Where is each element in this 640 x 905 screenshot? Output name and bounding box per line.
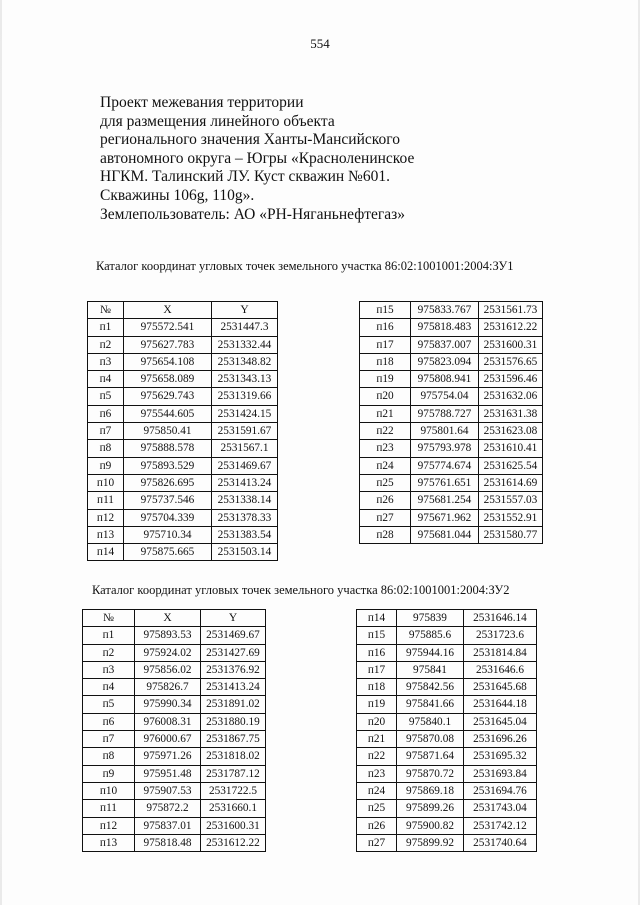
catalog2-caption: Каталог координат угловых точек земельного участка 86:02:1001001:2004:ЗУ2 <box>92 583 510 597</box>
point-id-cell: п9 <box>83 765 135 782</box>
y-coordinate-cell: 2531600.31 <box>479 336 543 353</box>
y-coordinate-cell: 2531413.24 <box>201 679 266 696</box>
y-coordinate-cell: 2531722.5 <box>201 782 266 799</box>
table-row <box>88 405 278 422</box>
table-row <box>357 731 537 748</box>
table-row <box>83 748 266 765</box>
point-id-cell: п16 <box>360 319 411 336</box>
column-header: № <box>83 610 135 627</box>
catalog1-caption: Каталог координат угловых точек земельного участка 86:02:1001001:2004:ЗУ1 <box>96 259 514 273</box>
point-id-cell: п1 <box>88 319 124 336</box>
point-id-cell: п24 <box>357 782 397 799</box>
table-row <box>360 336 543 353</box>
y-coordinate-cell: 2531614.69 <box>479 474 543 491</box>
point-id-cell: п10 <box>83 782 135 799</box>
y-coordinate-cell: 2531660.1 <box>201 800 266 817</box>
table-row <box>360 492 543 509</box>
y-coordinate-cell: 2531319.66 <box>212 388 278 405</box>
point-id-cell: п20 <box>357 713 397 730</box>
scan-edge-left <box>0 0 2 905</box>
point-id-cell: п12 <box>83 817 135 834</box>
point-id-cell: п12 <box>88 509 124 526</box>
table-row <box>357 834 537 851</box>
table-row <box>88 423 278 440</box>
y-coordinate-cell: 2531693.84 <box>464 765 537 782</box>
x-coordinate-cell: 975793.978 <box>411 440 479 457</box>
table-row <box>88 492 278 509</box>
point-id-cell: п16 <box>357 644 397 661</box>
x-coordinate-cell: 975788.727 <box>411 405 479 422</box>
table-row <box>88 336 278 353</box>
y-coordinate-cell: 2531740.64 <box>464 834 537 851</box>
point-id-cell: п21 <box>360 405 411 422</box>
point-id-cell: п8 <box>83 748 135 765</box>
x-coordinate-cell: 975818.483 <box>411 319 479 336</box>
x-coordinate-cell: 975885.6 <box>397 627 464 644</box>
y-coordinate-cell: 2531723.6 <box>464 627 537 644</box>
x-coordinate-cell: 975907.53 <box>135 782 201 799</box>
point-id-cell: п25 <box>357 800 397 817</box>
point-id-cell: п2 <box>88 336 124 353</box>
table-row <box>83 731 266 748</box>
y-coordinate-cell: 2531561.73 <box>479 302 543 319</box>
table-row <box>88 526 278 543</box>
x-coordinate-cell: 975841 <box>397 661 464 678</box>
x-coordinate-cell: 975893.529 <box>124 457 212 474</box>
y-coordinate-cell: 2531447.3 <box>212 319 278 336</box>
x-coordinate-cell: 976000.67 <box>135 731 201 748</box>
x-coordinate-cell: 975870.08 <box>397 731 464 748</box>
title-line: для размещения линейного объекта <box>100 112 335 130</box>
y-coordinate-cell: 2531625.54 <box>479 457 543 474</box>
point-id-cell: п27 <box>357 834 397 851</box>
x-coordinate-cell: 975871.64 <box>397 748 464 765</box>
x-coordinate-cell: 975899.26 <box>397 800 464 817</box>
point-id-cell: п11 <box>88 492 124 509</box>
x-coordinate-cell: 975826.695 <box>124 474 212 491</box>
point-id-cell: п17 <box>360 336 411 353</box>
point-id-cell: п17 <box>357 661 397 678</box>
table-row <box>88 544 278 561</box>
y-coordinate-cell: 2531880.19 <box>201 713 266 730</box>
x-coordinate-cell: 975754.04 <box>411 388 479 405</box>
y-coordinate-cell: 2531646.6 <box>464 661 537 678</box>
y-coordinate-cell: 2531867.75 <box>201 731 266 748</box>
table-row <box>357 696 537 713</box>
y-coordinate-cell: 2531469.67 <box>201 627 266 644</box>
table-row <box>357 782 537 799</box>
point-id-cell: п7 <box>88 423 124 440</box>
y-coordinate-cell: 2531413.24 <box>212 474 278 491</box>
x-coordinate-cell: 975681.254 <box>411 492 479 509</box>
x-coordinate-cell: 975710.34 <box>124 526 212 543</box>
table-row <box>357 610 537 627</box>
point-id-cell: п3 <box>88 353 124 370</box>
table-row <box>83 696 266 713</box>
table-row <box>83 765 266 782</box>
x-coordinate-cell: 975774.674 <box>411 457 479 474</box>
y-coordinate-cell: 2531632.06 <box>479 388 543 405</box>
table-row <box>88 388 278 405</box>
table-row <box>357 713 537 730</box>
y-coordinate-cell: 2531378.33 <box>212 509 278 526</box>
y-coordinate-cell: 2531610.41 <box>479 440 543 457</box>
point-id-cell: п10 <box>88 474 124 491</box>
x-coordinate-cell: 976008.31 <box>135 713 201 730</box>
point-id-cell: п18 <box>360 353 411 370</box>
x-coordinate-cell: 975971.26 <box>135 748 201 765</box>
y-coordinate-cell: 2531332.44 <box>212 336 278 353</box>
y-coordinate-cell: 2531814.84 <box>464 644 537 661</box>
y-coordinate-cell: 2531631.38 <box>479 405 543 422</box>
point-id-cell: п14 <box>357 610 397 627</box>
y-coordinate-cell: 2531695.32 <box>464 748 537 765</box>
column-header: X <box>135 610 201 627</box>
y-coordinate-cell: 2531427.69 <box>201 644 266 661</box>
column-header: Y <box>212 302 278 319</box>
table-row <box>357 765 537 782</box>
table-row <box>357 661 537 678</box>
point-id-cell: п4 <box>83 679 135 696</box>
point-id-cell: п27 <box>360 509 411 526</box>
x-coordinate-cell: 975839 <box>397 610 464 627</box>
column-header: X <box>124 302 212 319</box>
point-id-cell: п15 <box>360 302 411 319</box>
y-coordinate-cell: 2531376.92 <box>201 661 266 678</box>
point-id-cell: п13 <box>88 526 124 543</box>
y-coordinate-cell: 2531348.82 <box>212 353 278 370</box>
y-coordinate-cell: 2531646.14 <box>464 610 537 627</box>
title-line: Проект межевания территории <box>100 94 304 111</box>
x-coordinate-cell: 975704.339 <box>124 509 212 526</box>
x-coordinate-cell: 975572.541 <box>124 319 212 336</box>
catalog1-table-right <box>359 301 543 544</box>
point-id-cell: п7 <box>83 731 135 748</box>
point-id-cell: п26 <box>357 817 397 834</box>
table-row <box>83 834 266 851</box>
x-coordinate-cell: 975840.1 <box>397 713 464 730</box>
table-row <box>360 509 543 526</box>
table-row <box>88 474 278 491</box>
x-coordinate-cell: 975842.56 <box>397 679 464 696</box>
x-coordinate-cell: 975837.007 <box>411 336 479 353</box>
point-id-cell: п8 <box>88 440 124 457</box>
point-id-cell: п15 <box>357 627 397 644</box>
x-coordinate-cell: 975801.64 <box>411 423 479 440</box>
point-id-cell: п23 <box>357 765 397 782</box>
point-id-cell: п22 <box>357 748 397 765</box>
point-id-cell: п21 <box>357 731 397 748</box>
point-id-cell: п3 <box>83 661 135 678</box>
x-coordinate-cell: 975681.044 <box>411 526 479 543</box>
y-coordinate-cell: 2531580.77 <box>479 526 543 543</box>
y-coordinate-cell: 2531552.91 <box>479 509 543 526</box>
y-coordinate-cell: 2531338.14 <box>212 492 278 509</box>
catalog2-table-right <box>356 609 537 852</box>
y-coordinate-cell: 2531576.65 <box>479 353 543 370</box>
x-coordinate-cell: 975893.53 <box>135 627 201 644</box>
table-row <box>360 405 543 422</box>
title-line: НГКМ. Талинский ЛУ. Куст скважин №601. <box>100 168 390 186</box>
y-coordinate-cell: 2531600.31 <box>201 817 266 834</box>
table-row <box>360 440 543 457</box>
table-row <box>88 319 278 336</box>
point-id-cell: п25 <box>360 474 411 491</box>
catalog2-table-left <box>82 609 266 852</box>
point-id-cell: п19 <box>357 696 397 713</box>
x-coordinate-cell: 975761.651 <box>411 474 479 491</box>
table-row <box>83 817 266 834</box>
x-coordinate-cell: 975856.02 <box>135 661 201 678</box>
table-row <box>360 526 543 543</box>
catalog1-table-left <box>87 301 278 561</box>
table-row <box>83 800 266 817</box>
table-row <box>360 474 543 491</box>
table-row <box>360 457 543 474</box>
table-row <box>357 748 537 765</box>
page-number: 554 <box>310 36 330 51</box>
x-coordinate-cell: 975737.546 <box>124 492 212 509</box>
point-id-cell: п5 <box>83 696 135 713</box>
table-row <box>88 440 278 457</box>
x-coordinate-cell: 975900.82 <box>397 817 464 834</box>
y-coordinate-cell: 2531469.67 <box>212 457 278 474</box>
point-id-cell: п11 <box>83 800 135 817</box>
y-coordinate-cell: 2531787.12 <box>201 765 266 782</box>
point-id-cell: п19 <box>360 371 411 388</box>
x-coordinate-cell: 975869.18 <box>397 782 464 799</box>
y-coordinate-cell: 2531383.54 <box>212 526 278 543</box>
x-coordinate-cell: 975833.767 <box>411 302 479 319</box>
table-row <box>360 388 543 405</box>
table-row <box>88 371 278 388</box>
y-coordinate-cell: 2531694.76 <box>464 782 537 799</box>
point-id-cell: п20 <box>360 388 411 405</box>
x-coordinate-cell: 975826.7 <box>135 679 201 696</box>
y-coordinate-cell: 2531343.13 <box>212 371 278 388</box>
table-row <box>83 713 266 730</box>
y-coordinate-cell: 2531891.02 <box>201 696 266 713</box>
y-coordinate-cell: 2531742.12 <box>464 817 537 834</box>
x-coordinate-cell: 975870.72 <box>397 765 464 782</box>
table-row <box>360 302 543 319</box>
table-row <box>360 353 543 370</box>
table-row <box>360 371 543 388</box>
y-coordinate-cell: 2531557.03 <box>479 492 543 509</box>
table-row <box>83 782 266 799</box>
table-header-row <box>88 302 278 319</box>
x-coordinate-cell: 975544.605 <box>124 405 212 422</box>
point-id-cell: п6 <box>83 713 135 730</box>
x-coordinate-cell: 975629.743 <box>124 388 212 405</box>
table-row <box>357 817 537 834</box>
point-id-cell: п4 <box>88 371 124 388</box>
x-coordinate-cell: 975818.48 <box>135 834 201 851</box>
x-coordinate-cell: 975671.962 <box>411 509 479 526</box>
point-id-cell: п22 <box>360 423 411 440</box>
point-id-cell: п24 <box>360 457 411 474</box>
y-coordinate-cell: 2531612.22 <box>201 834 266 851</box>
table-row <box>357 644 537 661</box>
y-coordinate-cell: 2531696.26 <box>464 731 537 748</box>
point-id-cell: п14 <box>88 544 124 561</box>
y-coordinate-cell: 2531567.1 <box>212 440 278 457</box>
y-coordinate-cell: 2531612.22 <box>479 319 543 336</box>
x-coordinate-cell: 975837.01 <box>135 817 201 834</box>
x-coordinate-cell: 975951.48 <box>135 765 201 782</box>
point-id-cell: п18 <box>357 679 397 696</box>
y-coordinate-cell: 2531818.02 <box>201 748 266 765</box>
title-line: Скважины 106g, 110g». <box>100 186 255 204</box>
table-row <box>88 353 278 370</box>
point-id-cell: п6 <box>88 405 124 422</box>
table-row <box>88 457 278 474</box>
table-row <box>83 679 266 696</box>
point-id-cell: п13 <box>83 834 135 851</box>
x-coordinate-cell: 975888.578 <box>124 440 212 457</box>
y-coordinate-cell: 2531644.18 <box>464 696 537 713</box>
x-coordinate-cell: 975875.665 <box>124 544 212 561</box>
table-row <box>357 627 537 644</box>
x-coordinate-cell: 975899.92 <box>397 834 464 851</box>
table-row <box>357 800 537 817</box>
title-line: Землепользователь: АО «РН-Няганьнефтегаз» <box>100 205 406 223</box>
table-header-row <box>83 610 266 627</box>
y-coordinate-cell: 2531645.04 <box>464 713 537 730</box>
x-coordinate-cell: 975823.094 <box>411 353 479 370</box>
table-row <box>360 423 543 440</box>
column-header: № <box>88 302 124 319</box>
y-coordinate-cell: 2531596.46 <box>479 371 543 388</box>
y-coordinate-cell: 2531743.04 <box>464 800 537 817</box>
x-coordinate-cell: 975654.108 <box>124 353 212 370</box>
y-coordinate-cell: 2531623.08 <box>479 423 543 440</box>
x-coordinate-cell: 975627.783 <box>124 336 212 353</box>
x-coordinate-cell: 975808.941 <box>411 371 479 388</box>
table-row <box>83 661 266 678</box>
x-coordinate-cell: 975990.34 <box>135 696 201 713</box>
x-coordinate-cell: 975850.41 <box>124 423 212 440</box>
x-coordinate-cell: 975924.02 <box>135 644 201 661</box>
y-coordinate-cell: 2531503.14 <box>212 544 278 561</box>
point-id-cell: п1 <box>83 627 135 644</box>
table-row <box>357 679 537 696</box>
y-coordinate-cell: 2531424.15 <box>212 405 278 422</box>
x-coordinate-cell: 975944.16 <box>397 644 464 661</box>
point-id-cell: п23 <box>360 440 411 457</box>
point-id-cell: п28 <box>360 526 411 543</box>
title-line: регионального значения Ханты-Мансийского <box>100 131 400 149</box>
x-coordinate-cell: 975658.089 <box>124 371 212 388</box>
point-id-cell: п9 <box>88 457 124 474</box>
point-id-cell: п26 <box>360 492 411 509</box>
point-id-cell: п5 <box>88 388 124 405</box>
y-coordinate-cell: 2531591.67 <box>212 423 278 440</box>
x-coordinate-cell: 975872.2 <box>135 800 201 817</box>
y-coordinate-cell: 2531645.68 <box>464 679 537 696</box>
column-header: Y <box>201 610 266 627</box>
table-row <box>88 509 278 526</box>
title-line: автономного округа – Югры «Красноленинское <box>100 149 415 167</box>
table-row <box>83 644 266 661</box>
x-coordinate-cell: 975841.66 <box>397 696 464 713</box>
document-title <box>100 94 414 224</box>
table-row <box>360 319 543 336</box>
point-id-cell: п2 <box>83 644 135 661</box>
table-row <box>83 627 266 644</box>
